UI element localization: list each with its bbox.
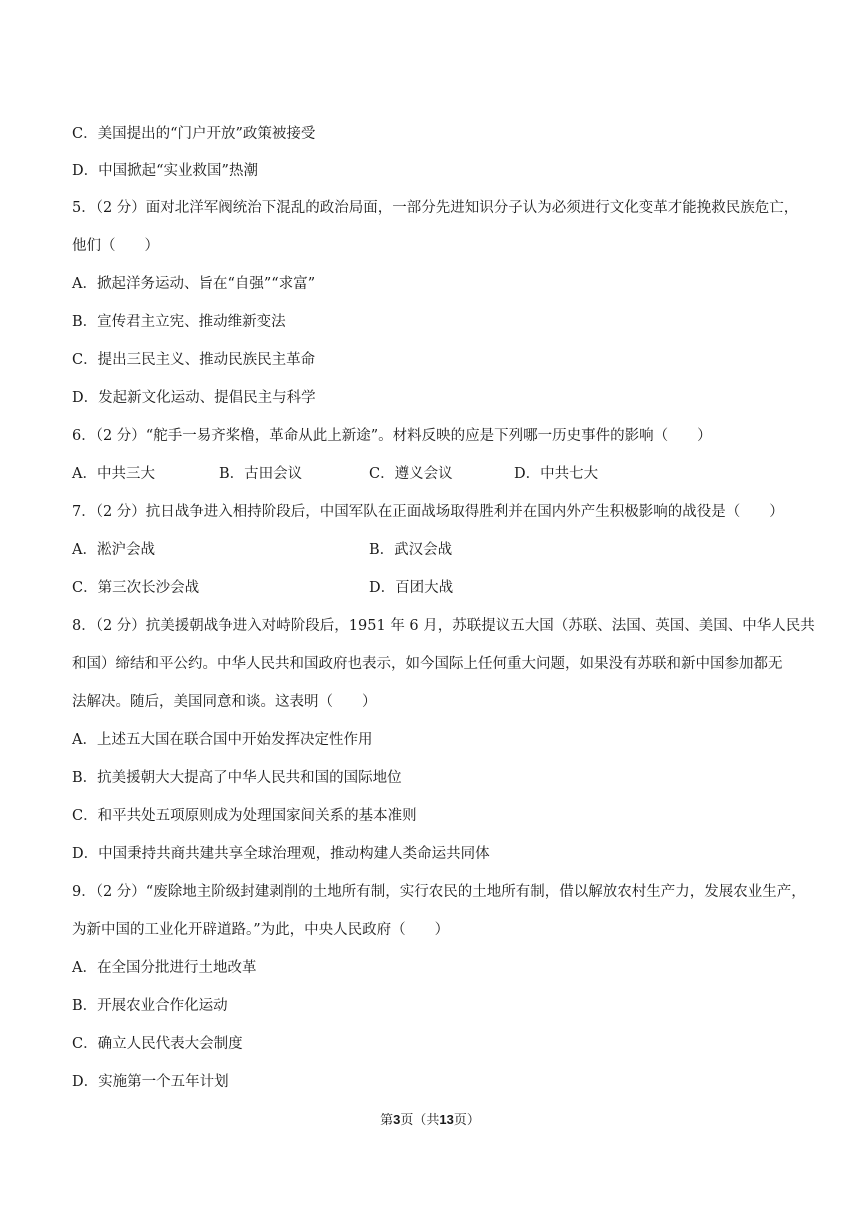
q6-options-row: [72, 464, 792, 484]
footer-prefix: 第: [380, 1113, 394, 1128]
q7-option-c: C．第三次长沙会战: [72, 580, 200, 596]
footer-page-number: 3: [393, 1112, 401, 1127]
q8-stem-line2: 和国）缔结和平公约。中华人民共和国政府也表示，如今国际上任何重大问题，如果没有苏联和新中国参加都无: [72, 656, 783, 672]
footer-total-pages: 13: [439, 1112, 454, 1127]
q7-option-a: A．淞沪会战: [72, 542, 155, 558]
footer-suffix: 页）: [453, 1113, 480, 1128]
q6-option-a: A．中共三大: [72, 466, 155, 482]
q6-option-c: C．遵义会议: [369, 466, 453, 482]
q6-stem: 6．（2 分）“舵手一易齐桨橹，革命从此上新途”。材料反映的应是下列哪一历史事件的影响（ ）: [72, 428, 712, 444]
q4-option-c: C．美国提出的“门户开放”政策被接受: [72, 126, 316, 142]
q5-option-c: C．提出三民主义、推动民族民主革命: [72, 352, 316, 368]
q8-stem-line1: 8．（2 分）抗美援朝战争进入对峙阶段后，1951 年 6 月，苏联提议五大国（苏联、法国、英国、美国、中华人民共: [72, 618, 815, 634]
q4-option-d: D．中国掀起“实业救国”热潮: [72, 163, 258, 179]
q5-option-a: A．掀起洋务运动、旨在“自强”“求富”: [72, 276, 316, 292]
q7-option-d: D．百团大战: [369, 580, 454, 596]
q7-stem: 7．（2 分）抗日战争进入相持阶段后，中国军队在正面战场取得胜利并在国内外产生积极影响的战役是（ ）: [72, 504, 784, 520]
q5-option-b: B．宣传君主立宪、推动维新变法: [72, 314, 286, 330]
q9-stem-line1: 9．（2 分）“废除地主阶级封建剥削的土地所有制，实行农民的土地所有制，借以解放农村生产力，发展农业生产，: [72, 884, 806, 900]
footer-middle: 页（共: [400, 1113, 440, 1128]
q6-option-b: B．古田会议: [219, 466, 303, 482]
q5-stem-line2: 他们（ ）: [72, 238, 159, 254]
q5-stem-line1: 5．（2 分）面对北洋军阀统治下混乱的政治局面，一部分先进知识分子认为必须进行文化变革才能挽救民族危亡，: [72, 200, 799, 216]
q8-option-b: B．抗美援朝大大提高了中华人民共和国的国际地位: [72, 770, 402, 786]
q5-option-d: D．发起新文化运动、提倡民主与科学: [72, 390, 316, 406]
q8-stem-line3: 法解决。随后，美国同意和谈。这表明（ ）: [72, 694, 377, 710]
q7-option-b: B．武汉会战: [369, 542, 453, 558]
page-footer: [0, 1110, 860, 1131]
q8-option-d: D．中国秉持共商共建共享全球治理观，推动构建人类命运共同体: [72, 846, 490, 862]
q9-option-d: D．实施第一个五年计划: [72, 1074, 229, 1090]
q9-option-c: C．确立人民代表大会制度: [72, 1036, 243, 1052]
q8-option-a: A．上述五大国在联合国中开始发挥决定性作用: [72, 732, 373, 748]
q9-option-b: B．开展农业合作化运动: [72, 998, 228, 1014]
q9-option-a: A．在全国分批进行土地改革: [72, 960, 257, 976]
q9-stem-line2: 为新中国的工业化开辟道路。”为此，中央人民政府（ ）: [72, 922, 450, 938]
q8-option-c: C．和平共处五项原则成为处理国家间关系的基本准则: [72, 808, 417, 824]
q6-option-d: D．中共七大: [514, 466, 599, 482]
